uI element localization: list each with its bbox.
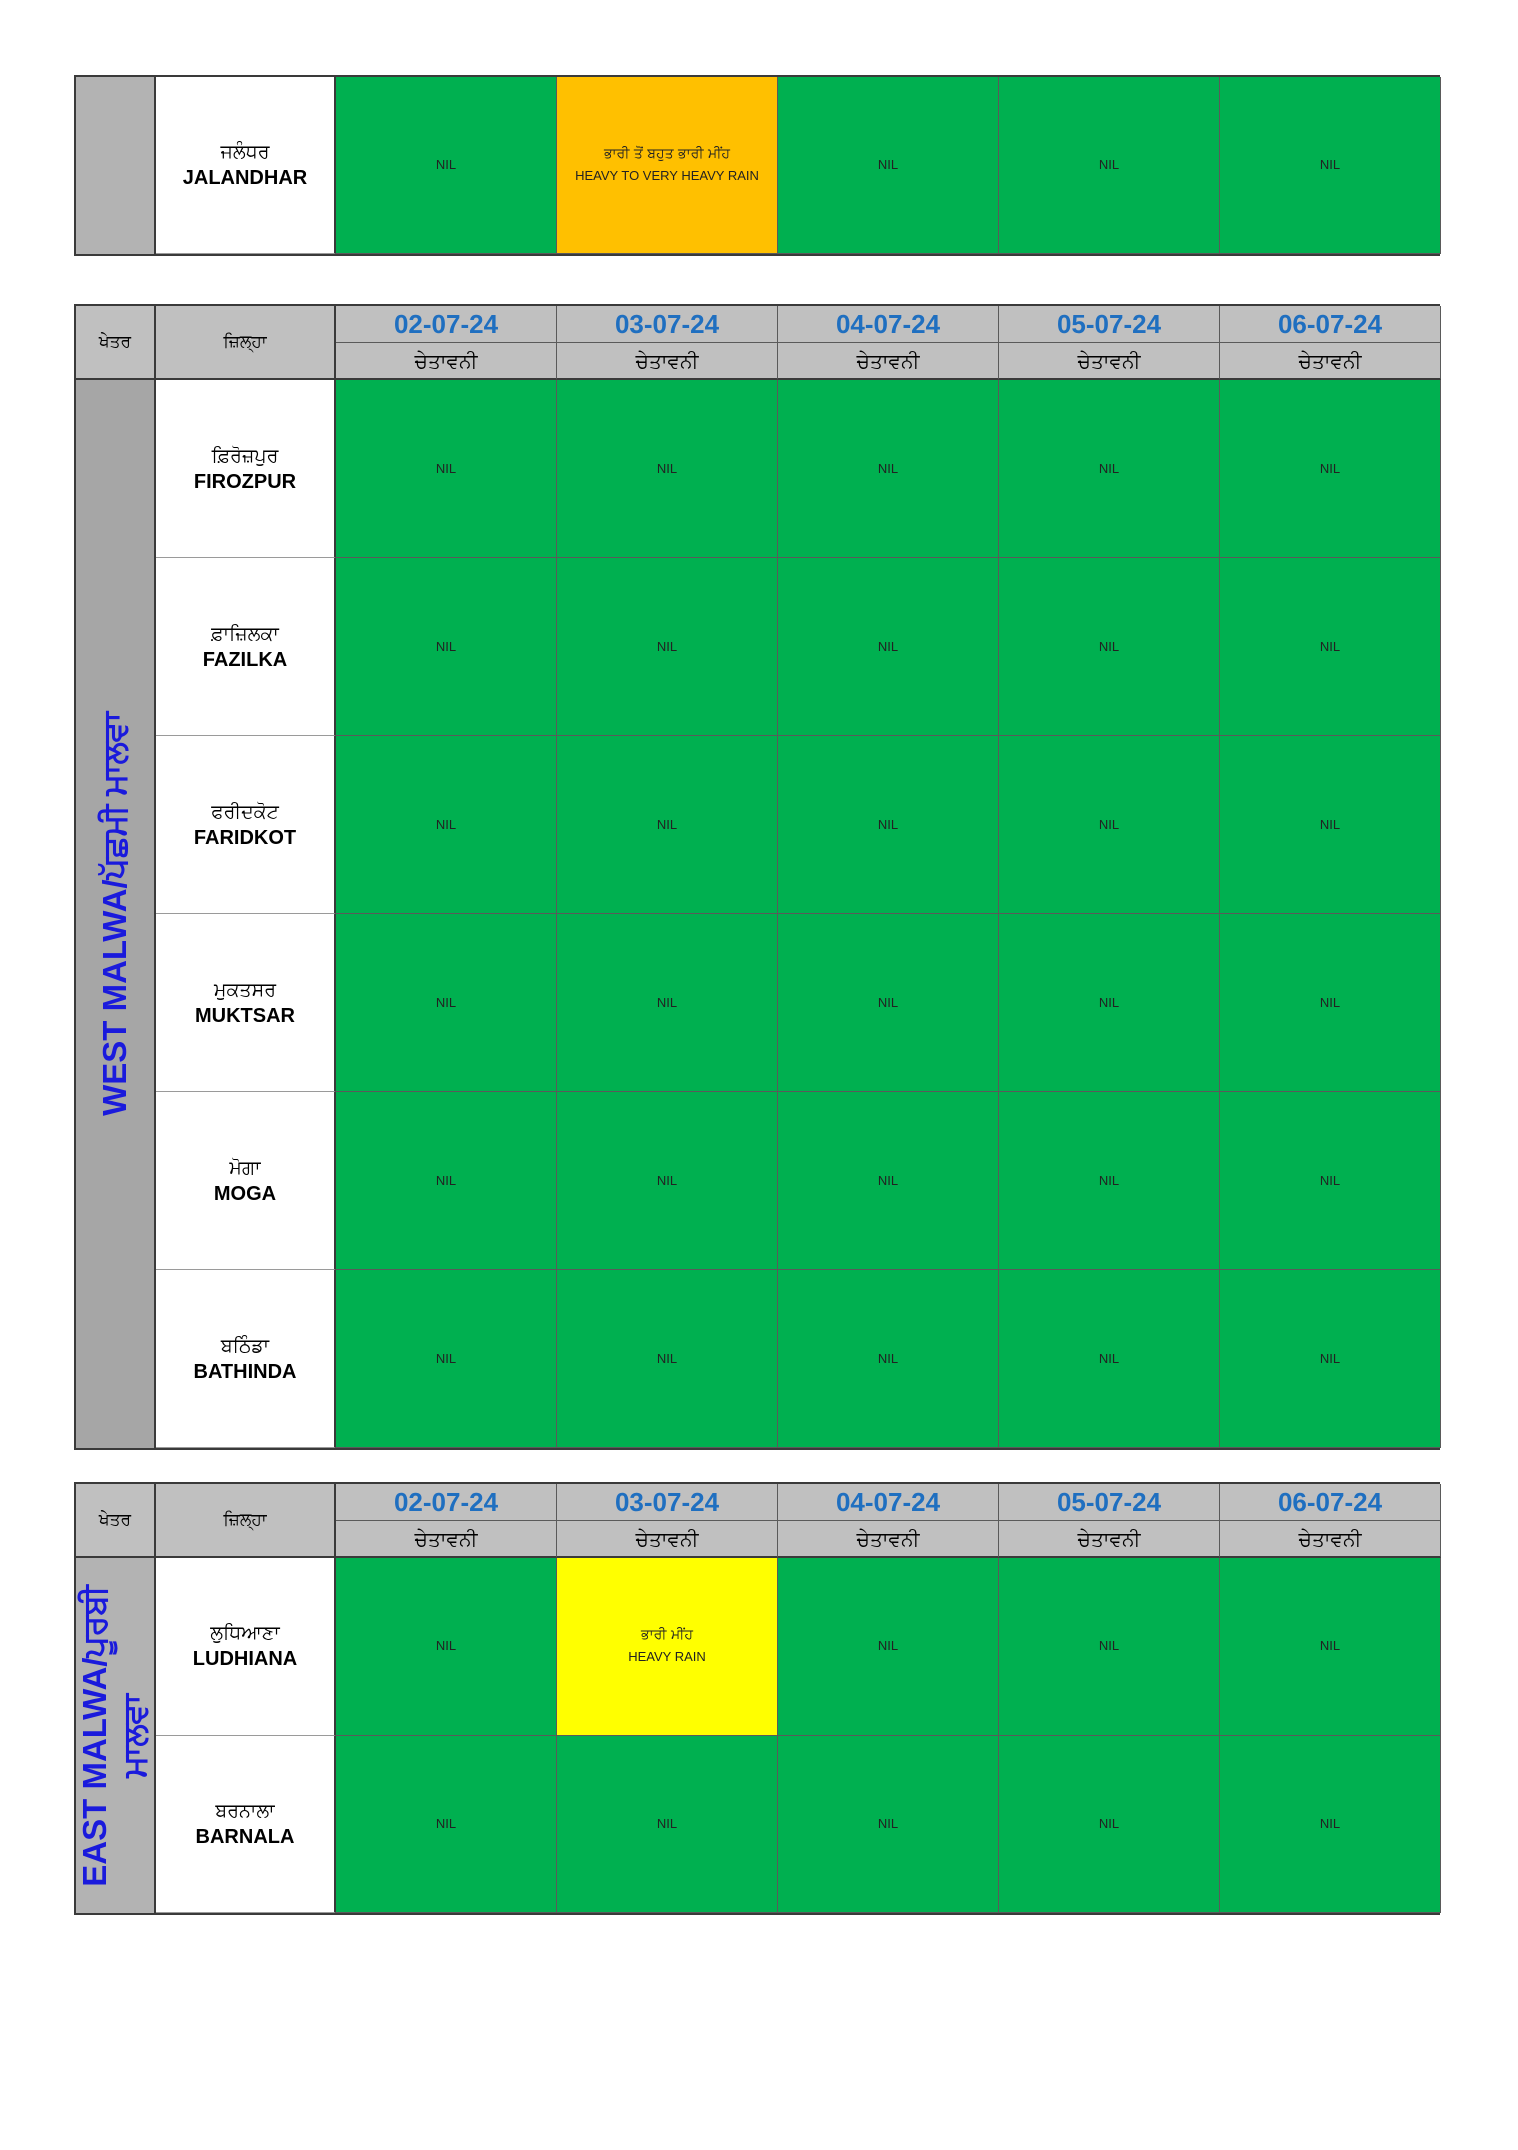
- warning-cell: [557, 1558, 778, 1736]
- warning-text-english: HEAVY TO VERY HEAVY RAIN: [575, 168, 759, 183]
- district-name-english: FARIDKOT: [193, 826, 297, 849]
- warning-cell: [336, 1558, 557, 1736]
- district-cell-ludhiana: [156, 1558, 336, 1736]
- warning-header: ਚੇਤਾਵਨੀ: [778, 1521, 999, 1558]
- warning-cell: [1220, 1736, 1441, 1914]
- warning-text-english: NIL: [877, 994, 899, 1010]
- jalandhar-table: [74, 75, 1440, 256]
- warning-cell: [336, 558, 557, 736]
- warning-cell: [999, 1558, 1220, 1736]
- warning-text-english: NIL: [1098, 157, 1120, 172]
- district-name-english: MOGA: [213, 1182, 277, 1205]
- district-name-punjabi: ਮੁਕਤਸਰ: [213, 978, 277, 1001]
- warning-cell: [1220, 736, 1441, 914]
- district-cell-fazilka: [156, 558, 336, 736]
- warning-text-english: NIL: [435, 1172, 457, 1188]
- warning-text-english: NIL: [656, 1172, 678, 1188]
- warning-cell: [557, 380, 778, 558]
- warning-text-english: NIL: [656, 816, 678, 832]
- district-header: ਜ਼ਿਲ੍ਹਾ: [156, 306, 336, 380]
- warning-cell: [999, 558, 1220, 736]
- district-name-punjabi: ਮੋਗਾ: [229, 1156, 261, 1179]
- region-cell: [76, 77, 156, 254]
- warning-cell: [336, 736, 557, 914]
- district-cell-muktsar: [156, 914, 336, 1092]
- warning-cell: [1220, 1558, 1441, 1736]
- warning-text-english: NIL: [877, 1815, 899, 1831]
- warning-text-english: NIL: [656, 994, 678, 1010]
- warning-text-punjabi: ਭਾਰੀ ਤੋਂ ਬਹੁਤ ਭਾਰੀ ਮੀਂਹ: [603, 146, 731, 162]
- warning-cell: [336, 914, 557, 1092]
- warning-text-english: NIL: [1319, 1815, 1341, 1831]
- warning-text-english: NIL: [1098, 1638, 1120, 1654]
- warning-text-english: NIL: [877, 816, 899, 832]
- warning-text-english: NIL: [1319, 1350, 1341, 1366]
- warning-text-english: NIL: [1098, 1815, 1120, 1831]
- warning-cell: [557, 1736, 778, 1914]
- warning-cell: [557, 1092, 778, 1270]
- warning-cell: [557, 1270, 778, 1448]
- district-name-english: BARNALA: [195, 1825, 295, 1848]
- warning-text-english: NIL: [1319, 816, 1341, 832]
- warning-text-english: NIL: [1319, 1638, 1341, 1654]
- warning-cell: [778, 380, 999, 558]
- warning-cell: [1220, 1270, 1441, 1448]
- warning-cell: [999, 1092, 1220, 1270]
- date-header: 02-07-24: [336, 1484, 557, 1521]
- warning-cell: [336, 380, 557, 558]
- warning-header: ਚੇਤਾਵਨੀ: [336, 1521, 557, 1558]
- date-header: 06-07-24: [1220, 1484, 1441, 1521]
- warning-header: ਚੇਤਾਵਨੀ: [999, 1521, 1220, 1558]
- warning-cell: [999, 380, 1220, 558]
- district-name-punjabi: ਬਠਿੰਡਾ: [220, 1334, 270, 1357]
- warning-text-english: NIL: [1319, 638, 1341, 654]
- district-name-punjabi: ਲੁਧਿਆਣਾ: [210, 1622, 280, 1645]
- warning-text-english: NIL: [435, 638, 457, 654]
- warning-cell: [778, 1092, 999, 1270]
- warning-text-english: NIL: [656, 1815, 678, 1831]
- warning-text-english: NIL: [435, 1350, 457, 1366]
- warning-header: ਚੇਤਾਵਨੀ: [557, 343, 778, 380]
- district-name-punjabi: ਫ਼ਿਰੋਜ਼ਪੁਰ: [211, 444, 279, 467]
- warning-cell: [778, 1558, 999, 1736]
- warning-cell: [999, 1270, 1220, 1448]
- warning-cell: [778, 1270, 999, 1448]
- warning-cell: [1220, 558, 1441, 736]
- warning-text-english: NIL: [1319, 157, 1341, 172]
- warning-text-punjabi: ਭਾਰੀ ਮੀਂਹ: [641, 1627, 693, 1644]
- date-header: 04-07-24: [778, 1484, 999, 1521]
- date-header: 03-07-24: [557, 1484, 778, 1521]
- warning-cell: [1220, 914, 1441, 1092]
- warning-header: ਚੇਤਾਵਨੀ: [336, 343, 557, 380]
- warning-cell: [778, 1736, 999, 1914]
- warning-text-english: NIL: [877, 157, 899, 172]
- warning-text-english: NIL: [656, 460, 678, 476]
- district-cell-firozpur: [156, 380, 336, 558]
- region-label: WEST MALWA/ਪੱਛਮੀ ਮਾਲਵਾ: [96, 712, 133, 1116]
- warning-text-english: NIL: [1098, 1350, 1120, 1366]
- warning-text-english: NIL: [877, 1350, 899, 1366]
- warning-text-english: NIL: [656, 638, 678, 654]
- region-cell-east-malwa: [76, 1558, 156, 1913]
- warning-text-english: NIL: [435, 994, 457, 1010]
- warning-text-english: NIL: [1319, 1172, 1341, 1188]
- warning-cell: [778, 558, 999, 736]
- warning-cell: [999, 1736, 1220, 1914]
- date-header: 05-07-24: [999, 306, 1220, 343]
- warning-cell: [336, 1092, 557, 1270]
- district-name-english: MUKTSAR: [195, 1004, 295, 1027]
- warning-text-english: NIL: [1098, 460, 1120, 476]
- district-name-english: FAZILKA: [202, 648, 288, 671]
- district-name-english: JALANDHAR: [182, 167, 308, 189]
- warning-header: ਚੇਤਾਵਨੀ: [778, 343, 999, 380]
- region-label: EAST MALWA/ਪੂਰਬੀ ਮਾਲਵਾ: [76, 1584, 153, 1887]
- warning-cell: [999, 736, 1220, 914]
- district-name-punjabi: ਜਲੰਧਰ: [220, 141, 270, 163]
- date-header: 04-07-24: [778, 306, 999, 343]
- warning-cell: [1220, 77, 1441, 254]
- warning-header: ਚੇਤਾਵਨੀ: [1220, 1521, 1441, 1558]
- warning-cell: [778, 77, 999, 254]
- district-name-english: LUDHIANA: [192, 1648, 298, 1671]
- warning-text-english: NIL: [877, 1638, 899, 1654]
- region-cell-west-malwa: [76, 380, 156, 1448]
- date-header: 06-07-24: [1220, 306, 1441, 343]
- district-cell-bathinda: [156, 1270, 336, 1448]
- west-malwa-table: [74, 304, 1440, 1450]
- date-header: 02-07-24: [336, 306, 557, 343]
- warning-cell: [1220, 380, 1441, 558]
- warning-header: ਚੇਤਾਵਨੀ: [999, 343, 1220, 380]
- warning-text-english: NIL: [877, 638, 899, 654]
- date-header: 03-07-24: [557, 306, 778, 343]
- district-cell-barnala: [156, 1736, 336, 1914]
- district-name-punjabi: ਫ਼ਾਜ਼ਿਲਕਾ: [211, 622, 279, 645]
- district-header: ਜ਼ਿਲ੍ਹਾ: [156, 1484, 336, 1558]
- warning-cell: [557, 558, 778, 736]
- warning-cell: [778, 736, 999, 914]
- region-header: ਖੇਤਰ: [76, 306, 156, 380]
- warning-text-english: NIL: [1098, 816, 1120, 832]
- warning-text-english: NIL: [1098, 638, 1120, 654]
- warning-text-english: NIL: [877, 1172, 899, 1188]
- warning-text-english: NIL: [435, 1815, 457, 1831]
- district-cell-jalandhar: [156, 77, 336, 254]
- warning-header: ਚੇਤਾਵਨੀ: [1220, 343, 1441, 380]
- warning-cell: [557, 77, 778, 254]
- warning-cell: [557, 736, 778, 914]
- warning-text-english: NIL: [435, 1638, 457, 1654]
- district-name-punjabi: ਫਰੀਦਕੋਟ: [211, 800, 279, 823]
- warning-cell: [1220, 1092, 1441, 1270]
- warning-header: ਚੇਤਾਵਨੀ: [557, 1521, 778, 1558]
- region-header: ਖੇਤਰ: [76, 1484, 156, 1558]
- district-cell-moga: [156, 1092, 336, 1270]
- warning-text-english: NIL: [656, 1350, 678, 1366]
- warning-cell: [999, 914, 1220, 1092]
- east-malwa-table: [74, 1482, 1440, 1915]
- warning-cell: [336, 1270, 557, 1448]
- warning-text-english: HEAVY RAIN: [628, 1649, 706, 1665]
- date-header: 05-07-24: [999, 1484, 1220, 1521]
- warning-cell: [336, 77, 557, 254]
- warning-text-english: NIL: [1098, 1172, 1120, 1188]
- district-name-english: BATHINDA: [193, 1360, 297, 1383]
- warning-cell: [778, 914, 999, 1092]
- warning-text-english: NIL: [1319, 994, 1341, 1010]
- warning-cell: [999, 77, 1220, 254]
- warning-cell: [336, 1736, 557, 1914]
- warning-cell: [557, 914, 778, 1092]
- warning-text-english: NIL: [435, 157, 457, 172]
- warning-text-english: NIL: [1319, 460, 1341, 476]
- warning-text-english: NIL: [1098, 994, 1120, 1010]
- district-cell-faridkot: [156, 736, 336, 914]
- warning-text-english: NIL: [435, 816, 457, 832]
- warning-text-english: NIL: [877, 460, 899, 476]
- district-name-punjabi: ਬਰਨਾਲਾ: [215, 1799, 275, 1822]
- district-name-english: FIROZPUR: [193, 470, 297, 493]
- warning-text-english: NIL: [435, 460, 457, 476]
